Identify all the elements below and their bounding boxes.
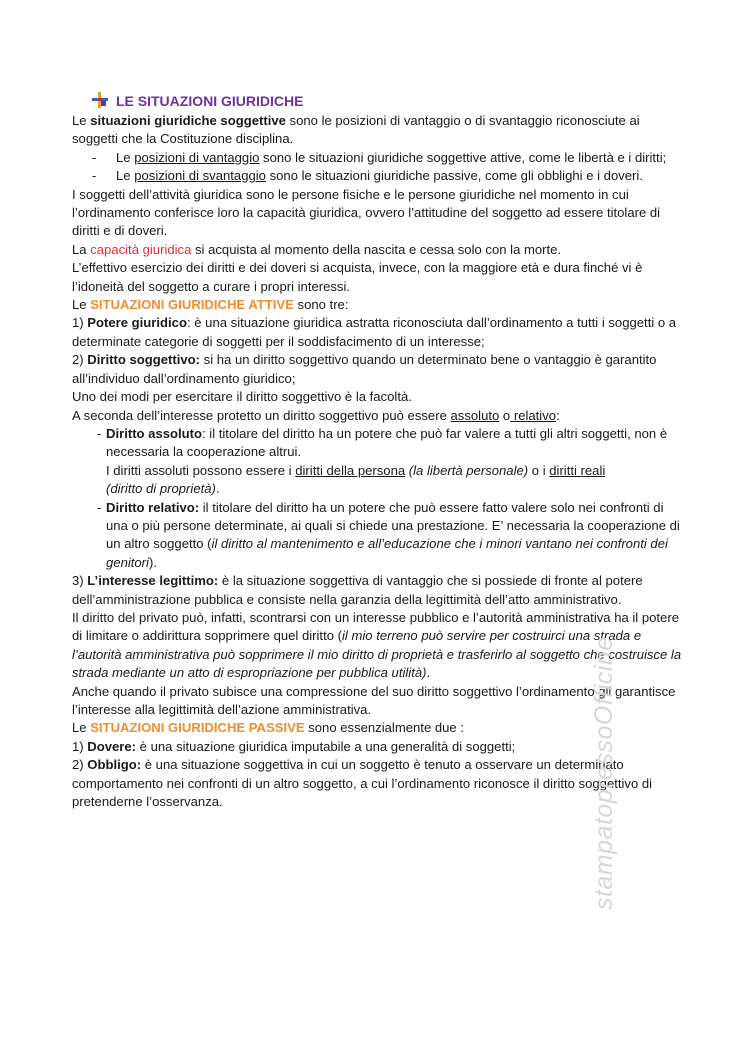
obbligo-item: 2) Obbligo: è una situazione soggettiva in cui un soggetto è tenuto a osservare un determinato comportamento nei confronti di un altro soggetto, a cui l’ordinamento riconosce il diritto soggettivo di pretenderne l’osservanza. bbox=[72, 757, 653, 810]
intro-paragraph: Le situazioni giuridiche soggettive sono le posizioni di vantaggio o di svantaggio riconosciute ai soggetti che la Costituzione disciplina. bbox=[72, 113, 640, 147]
esercizio-paragraph: L’effettivo esercizio dei diritti e dei doveri si acquista, invece, con la maggiore età e dura finché vi è l’idoneità del soggetto a curare i propri interessi. bbox=[72, 260, 643, 294]
soggetti-paragraph: I soggetti dell’attività giuridica sono le persone fisiche e le persone giuridiche nel momento in cui l’ordinamento conferisce loro la capacità giuridica, ovvero l’attitudine del soggetto ad essere titolare di diritti e di doveri. bbox=[72, 186, 661, 239]
assoluto-item: - Diritto assoluto: il titolare del diritto ha un potere che può far valere a tutti gli altri soggetti, non è necessaria la cooperazione altrui. bbox=[97, 425, 668, 460]
assoluto-detail: I diritti assoluti possono essere i diritti della persona (la libertà personale) o i diritti reali (diritto di proprietà). bbox=[106, 462, 606, 497]
bullet-icon bbox=[92, 92, 108, 108]
list-item: - Le posizioni di svantaggio sono le situazioni giuridiche passive, come gli obblighi e i doveri. bbox=[92, 168, 643, 184]
capacita-paragraph: La capacità giuridica si acquista al momento della nascita e cessa solo con la morte. bbox=[72, 241, 562, 257]
attive-heading: Le SITUAZIONI GIURIDICHE ATTIVE sono tre: bbox=[72, 297, 349, 313]
watermark: stampatopressoOfficine bbox=[590, 636, 618, 910]
page-title: LE SITUAZIONI GIURIDICHE bbox=[116, 93, 304, 109]
dovere-item: 1) Dovere: è una situazione giuridica imputabile a una generalità di soggetti; bbox=[72, 738, 516, 754]
relativo-item: - Diritto relativo: il titolare del diritto ha un potere che può essere fatto valere solo nei confronti di una o più persone determinate, ai quali si chiede una prestazione. E’ necessaria la cooperazione di un altro soggetto (il diritto al mantenimento e all’educazione che i minori vantano nei confronti dei genitori). bbox=[97, 499, 680, 570]
interesse-item: 3) L’interesse legittimo: è la situazione soggettiva di vantaggio che si possiede di fronte al potere dell’amministrazione pubblica e consiste nella garanzia della legittimità dell’atto amministrativo. bbox=[72, 573, 643, 607]
seconda-paragraph: A seconda dell’interesse protetto un diritto soggettivo può essere assoluto o relativo: bbox=[72, 407, 560, 423]
list-item: - Le posizioni di vantaggio sono le situazioni giuridiche soggettive attive, come le libertà e i diritti; bbox=[92, 149, 667, 165]
privato-paragraph: Il diritto del privato può, infatti, scontrarsi con un interesse pubblico e l’autorità amministrativa ha il potere di limitare o addirittura sopprimere quel diritto (il mio terreno può servire per costruirci una strada e l’autorità amministrativa può sopprimere il mio diritto di proprietà e trasferirlo al soggetto che costruisce la strada mediante un atto di espropriazione per pubblica utilità). bbox=[72, 609, 682, 681]
potere-item: 1) Potere giuridico: è una situazione giuridica astratta riconosciuta dall’ordinamento a tutti i soggetti o a determinate categorie di soggetti per il soddisfacimento di un interesse; bbox=[72, 315, 677, 349]
facolta-paragraph: Uno dei modi per esercitare il diritto soggettivo è la facoltà. bbox=[72, 389, 412, 405]
anche-paragraph: Anche quando il privato subisce una compressione del suo diritto soggettivo l’ordinamento gli garantisce l’interesse alla legittimità dell’azione amministrativa. bbox=[72, 683, 676, 717]
diritto-item: 2) Diritto soggettivo: si ha un diritto soggettivo quando un determinato bene o vantaggio è garantito all’individuo dall’ordinamento giuridico; bbox=[72, 352, 657, 386]
passive-heading: Le SITUAZIONI GIURIDICHE PASSIVE sono essenzialmente due : bbox=[72, 720, 464, 736]
title-row bbox=[92, 90, 682, 112]
